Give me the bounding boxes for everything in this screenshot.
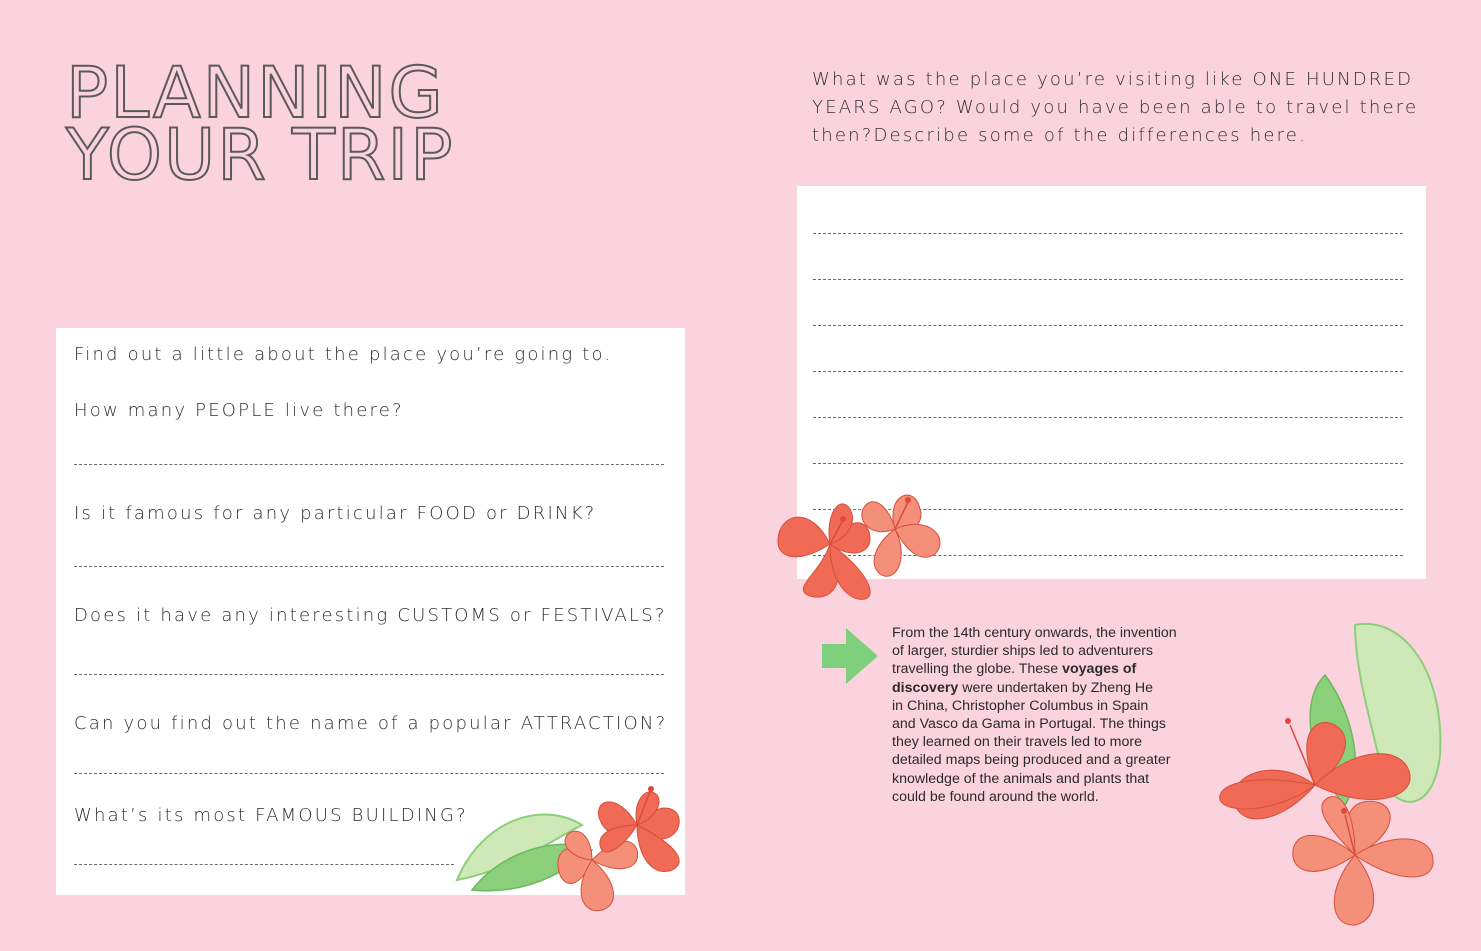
answer-line-building[interactable] xyxy=(74,864,454,865)
fact-line xyxy=(892,679,1212,697)
answer-line-people[interactable] xyxy=(74,464,664,465)
hibiscus-flower-icon xyxy=(1205,615,1450,930)
hibiscus-flower-icon xyxy=(770,484,955,604)
intro-text: Find out a little about the place you’re going to. xyxy=(74,344,613,365)
question-attraction: Can you find out the name of a popular ATTRACTION? xyxy=(74,713,668,734)
fact-line: in China, Christopher Columbus in Spain xyxy=(892,697,1149,714)
fact-line: could be found around the world. xyxy=(892,788,1099,805)
history-prompt-line-3: then?Describe some of the differences here. xyxy=(812,125,1308,146)
answer-line-attraction[interactable] xyxy=(74,773,664,774)
writing-line[interactable] xyxy=(813,371,1403,372)
fact-box xyxy=(892,624,1212,806)
fact-bold-text: discovery xyxy=(892,679,959,696)
palm-leaf-icon xyxy=(452,780,697,920)
title-line-2: YOUR TRIP xyxy=(66,114,455,196)
history-prompt-line-1: What was the place you’re visiting like ONE HUNDRED xyxy=(812,69,1414,90)
fact-line: of larger, sturdier ships led to adventurers xyxy=(892,643,1154,660)
question-customs: Does it have any interesting CUSTOMS or FESTIVALS? xyxy=(74,605,667,626)
answer-line-customs[interactable] xyxy=(74,674,664,675)
writing-line[interactable] xyxy=(813,417,1403,418)
history-prompt xyxy=(812,66,1432,150)
question-food: Is it famous for any particular FOOD or DRINK? xyxy=(74,503,597,524)
fact-line: From the 14th century onwards, the invention xyxy=(892,625,1177,641)
answer-line-food[interactable] xyxy=(74,566,664,567)
arrow-right-icon xyxy=(820,628,880,684)
fact-text: travelling the globe. These xyxy=(892,661,1063,678)
fact-line: knowledge of the animals and plants that xyxy=(892,770,1150,787)
history-prompt-line-2: YEARS AGO? Would you have been able to travel there xyxy=(812,97,1419,118)
fact-line xyxy=(892,660,1212,678)
fact-line: detailed maps being produced and a greater xyxy=(892,752,1171,769)
question-building: What’s its most FAMOUS BUILDING? xyxy=(74,805,468,826)
page-title xyxy=(66,52,455,196)
question-people: How many PEOPLE live there? xyxy=(74,400,404,421)
writing-line[interactable] xyxy=(813,463,1403,464)
title-line-1: PLANNING xyxy=(66,52,445,134)
writing-line[interactable] xyxy=(813,233,1403,234)
writing-line[interactable] xyxy=(813,279,1403,280)
writing-line[interactable] xyxy=(813,325,1403,326)
fact-line: they learned on their travels led to more xyxy=(892,734,1142,751)
fact-bold-text: voyages of xyxy=(1062,661,1137,678)
fact-line: and Vasco da Gama in Portugal. The things xyxy=(892,716,1166,733)
fact-text: were undertaken by Zheng He xyxy=(958,679,1154,696)
